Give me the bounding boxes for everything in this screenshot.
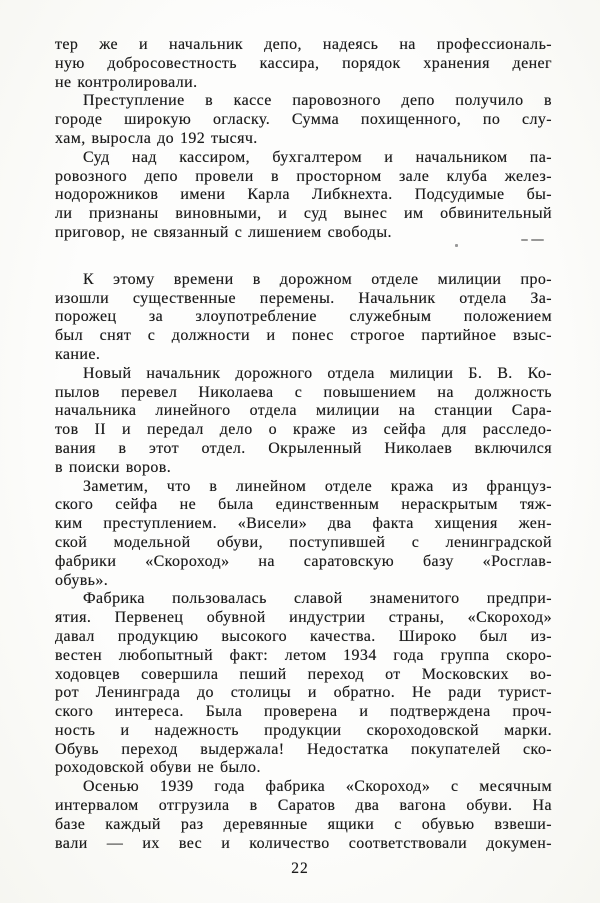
paragraph: [55, 271, 552, 365]
section-2: [55, 271, 552, 854]
text-line: вали — их вес и количество соответствовали докумен-: [55, 834, 552, 852]
text-line: в поиски воров.: [55, 458, 172, 476]
page-number: 22: [291, 860, 309, 877]
text-line: порожец за злоупотребление служебным положением: [55, 308, 552, 326]
text-line: Обувь переход выдержала! Недостатка покупателей ско-: [55, 740, 552, 758]
text-line: пылов перевел Николаева с повышением на должность: [55, 383, 552, 401]
text-line: ского интереса. Была проверена и подтверждена проч-: [55, 703, 552, 721]
text-line: ятия. Первенец обувной индустрии страны, «Скороход»: [55, 609, 552, 627]
text-line: хам, выросла до 192 тысяч.: [55, 129, 258, 147]
text-line: ской модельной обуви, поступившей с ленинградской: [55, 533, 552, 551]
text-line: начальника линейного отдела милиции на станции Сара-: [55, 402, 552, 420]
paragraph: [55, 478, 552, 591]
scan-artifact-dash-long: [531, 239, 544, 241]
paragraph: [55, 778, 552, 853]
text-line: Новый начальник дорожного отдела милиции Б. В. Ко-: [83, 364, 552, 382]
text-line: рот Ленинграда до столицы и обратно. Не ради турист-: [55, 684, 552, 702]
text-line: ходовцев совершила пеший переход от Московских во-: [55, 665, 552, 683]
text-line: роходовской обуви не было.: [55, 759, 261, 777]
text-line: Суд над кассиром, бухгалтером и начальником па-: [83, 148, 552, 166]
scan-artifact-dot: [455, 244, 458, 247]
text-line: был снят с должности и понес строгое партийное взыс-: [55, 327, 552, 345]
text-line: ким преступлением. «Висели» два факта хищения жен-: [55, 515, 552, 533]
paragraph: [55, 590, 552, 778]
scan-artifact-dash-short: [521, 239, 528, 241]
text-line: приговор, не связанный с лишением свободы.: [55, 223, 392, 241]
text-line: тер же и начальник депо, надеясь на профессиональ-: [55, 36, 552, 53]
section-1: [55, 36, 552, 243]
text-line: ского сейфа не была единственным нераскрытым тяж-: [55, 496, 552, 514]
text-block: [55, 36, 552, 853]
text-line: ную добросовестность кассира, порядок хранения денег: [55, 54, 552, 72]
text-line: ровозного депо провели в просторном зале клуба желез-: [55, 167, 552, 185]
text-line: обувь».: [55, 571, 109, 589]
paragraph: [55, 36, 552, 92]
text-line: Преступление в кассе паровозного депо получило в: [83, 92, 552, 110]
text-line: вания в этот отдел. Окрыленный Николаев включился: [55, 439, 552, 457]
text-line: базе каждый раз деревянные ящики с обувью взвеши-: [55, 815, 552, 833]
text-line: изошли существенные перемены. Начальник отдела За-: [55, 289, 552, 307]
text-line: интервалом отгрузила в Саратов два вагона обуви. На: [55, 797, 552, 815]
text-line: ность и надежность продукции скороходовской марки.: [55, 721, 552, 739]
paragraph: [55, 365, 552, 478]
text-line: кание.: [55, 345, 101, 363]
paragraph: [55, 149, 552, 243]
text-line: городе широкую огласку. Сумма похищенного, по слу-: [55, 111, 552, 129]
text-line: Осенью 1939 года фабрика «Скороход» с месячным: [83, 778, 552, 796]
text-line: Фабрика пользовалась славой знаменитого предпри-: [83, 590, 552, 608]
text-line: вестен любопытный факт: летом 1934 года группа скоро-: [55, 646, 552, 664]
text-line: тов II и передал дело о краже из сейфа для расследо-: [55, 421, 552, 439]
text-line: ли признаны виновными, и суд вынес им обвинительный: [55, 205, 552, 223]
text-line: фабрики «Скороход» на саратовскую базу «Росглав-: [55, 552, 552, 570]
text-line: К этому времени в дорожном отделе милиции про-: [83, 270, 552, 288]
text-line: давал продукцию высокого качества. Широко был из-: [55, 627, 552, 645]
text-line: нодорожников имени Карла Либкнехта. Подсудимые бы-: [55, 186, 552, 204]
text-line: не контролировали.: [55, 73, 198, 91]
paragraph: [55, 92, 552, 148]
text-line: Заметим, что в линейном отделе кража из француз-: [83, 477, 552, 495]
